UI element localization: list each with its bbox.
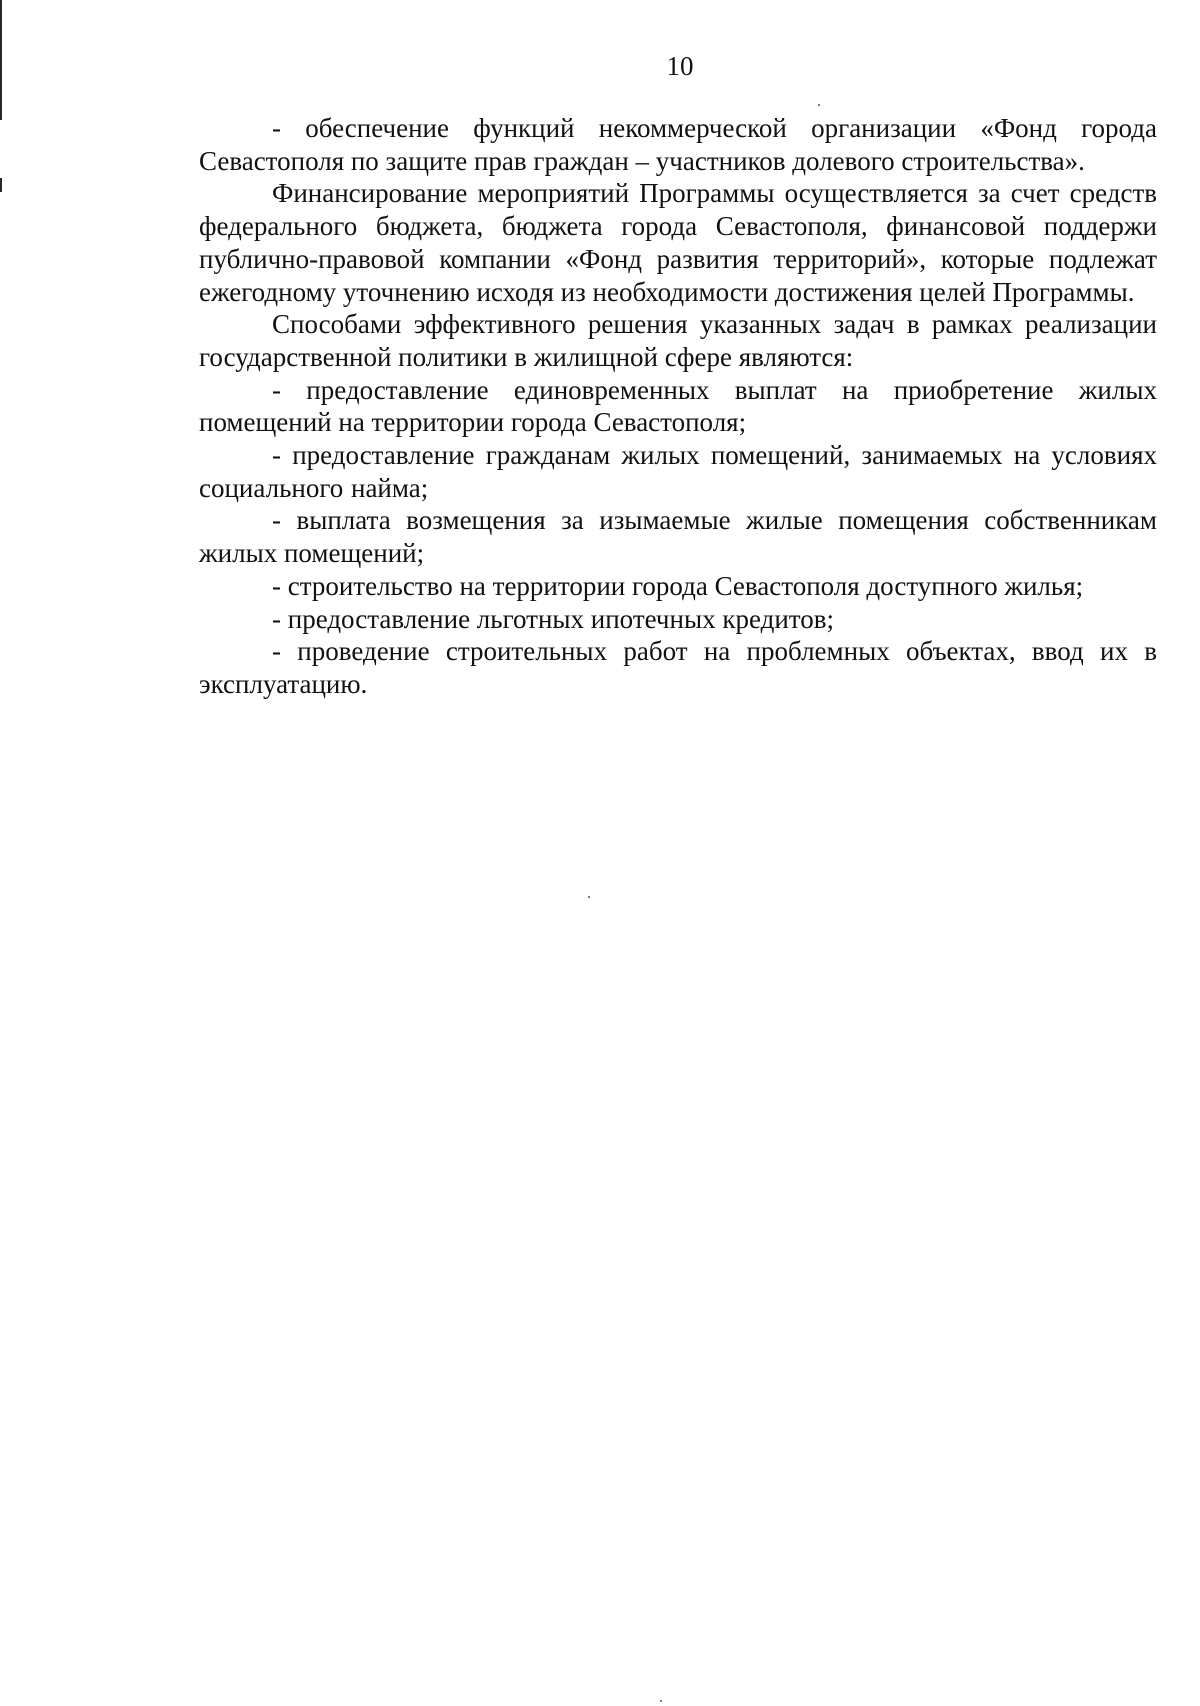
paragraph-financing: Финансирование мероприятий Программы осуществляется за счет средств федерального бюджета, бюджета города Севастополя, финансовой поддержи публично-правовой компании «Фонд развития территорий», которые подлежат ежегодному уточнению исходя из необходимости достижения целей Программы. <box>199 178 1157 307</box>
scan-speck <box>588 896 590 898</box>
paragraph-fund-functions: - обеспечение функций некоммерческой организации «Фонд города Севастополя по защите прав граждан – участников долевого строительства». <box>199 113 1157 176</box>
list-item-problem-objects: - проведение строительных работ на проблемных объектах, ввод их в эксплуатацию. <box>199 636 1157 699</box>
list-item-mortgage-loans: - предоставление льготных ипотечных кредитов; <box>272 603 834 634</box>
paragraph-methods-intro: Способами эффективного решения указанных задач в рамках реализации государственной политики в жилищной сфере являются: <box>199 309 1157 372</box>
document-body <box>199 112 1157 701</box>
scan-speck <box>660 1700 662 1702</box>
page-number: 10 <box>666 51 694 81</box>
list-item-compensation: - выплата возмещения за изымаемые жилые помещения собственникам жилых помещений; <box>199 505 1157 569</box>
list-item-lump-sum-payments: - предоставление единовременных выплат на приобретение жилых помещений на территории города Севастополя; <box>199 374 1157 438</box>
scan-edge-mark <box>0 178 2 192</box>
list-item-social-housing: - предоставление гражданам жилых помещений, занимаемых на условиях социального найма; <box>199 440 1157 503</box>
scan-speck <box>818 104 820 106</box>
list-item-affordable-housing: - строительство на территории города Севастополя доступного жилья; <box>272 570 1084 601</box>
